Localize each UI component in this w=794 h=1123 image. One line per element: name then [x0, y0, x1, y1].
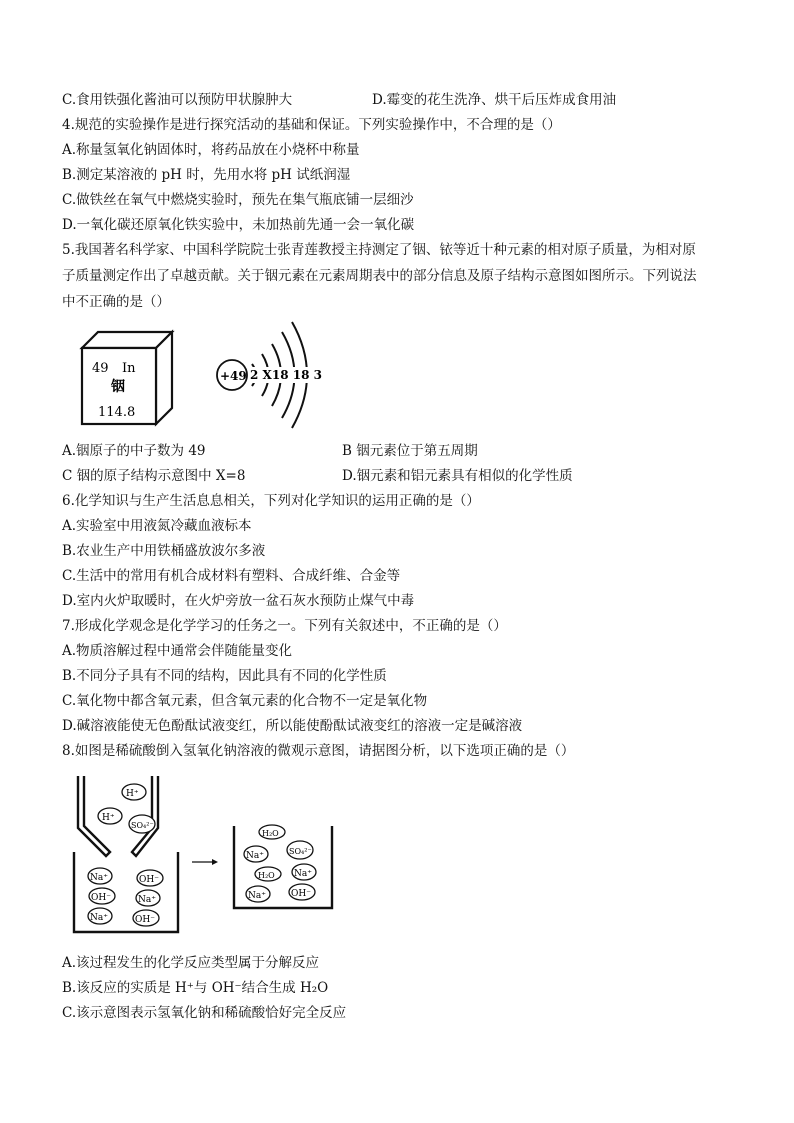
- svg-text:OH⁻: OH⁻: [135, 915, 155, 925]
- q4-option-d: D.一氧化碳还原氧化铁实验中，未加热前先通一会一氧化碳: [62, 217, 415, 233]
- svg-text:H⁺: H⁺: [126, 789, 139, 799]
- svg-text:SO₄²⁻: SO₄²⁻: [131, 821, 154, 830]
- q5-option-c: C 铟的原子结构示意图中 X=8: [62, 468, 246, 484]
- element-mass: 114.8: [98, 405, 136, 420]
- element-symbol: In: [122, 361, 136, 376]
- q8-option-a: A.该过程发生的化学反应类型属于分解反应: [62, 955, 320, 971]
- q5-option-a: A.铟原子的中子数为 49: [62, 443, 206, 459]
- ion-na-6: [246, 886, 270, 902]
- atom-structure-figure: [212, 312, 332, 432]
- arrow-icon: [192, 859, 218, 865]
- svg-text:Na⁺: Na⁺: [90, 873, 108, 883]
- q5-option-d: D.铟元素和铝元素具有相似的化学性质: [342, 468, 573, 484]
- q6-option-c: C.生活中的常用有机合成材料有塑料、合成纤维、合金等: [62, 568, 401, 584]
- reaction-micro-figure: [62, 770, 352, 938]
- q8-stem: 8.如图是稀硫酸倒入氢氧化钠溶液的微观示意图，请据图分析，以下选项正确的是（）: [62, 743, 575, 759]
- element-cell-figure: [62, 320, 182, 430]
- ion-na-4: [244, 846, 268, 862]
- ion-oh-3: [133, 910, 159, 926]
- q7-option-b: B.不同分子具有不同的结构，因此具有不同的化学性质: [62, 668, 387, 684]
- q3-option-c: C.食用铁强化酱油可以预防甲状腺肿大: [62, 92, 293, 108]
- q6-option-a: A.实验室中用液氮冷藏血液标本: [62, 518, 252, 534]
- ion-oh-1: [137, 870, 163, 886]
- svg-text:OH⁻: OH⁻: [139, 875, 159, 885]
- ion-na-3: [88, 908, 112, 924]
- element-name: 铟: [111, 379, 125, 395]
- ion-sulfate-2: [287, 841, 313, 859]
- molecule-h2o-1: [259, 825, 285, 839]
- q5-stem-line3: 中不正确的是（）: [62, 294, 170, 310]
- ion-h-plus-2: [98, 808, 122, 824]
- svg-text:H₂O: H₂O: [258, 871, 275, 880]
- ion-na-1: [88, 868, 112, 884]
- svg-text:Na⁺: Na⁺: [90, 913, 108, 923]
- q6-option-d: D.室内火炉取暖时，在火炉旁放一盆石灰水预防止煤气中毒: [62, 593, 415, 609]
- ion-na-2: [136, 890, 160, 906]
- ion-na-5: [292, 864, 316, 880]
- q7-option-a: A.物质溶解过程中通常会伴随能量变化: [62, 643, 293, 659]
- q4-option-c: C.做铁丝在氧气中燃烧实验时，预先在集气瓶底铺一层细沙: [62, 192, 414, 208]
- q4-stem: 4.规范的实验操作是进行探究活动的基础和保证。下列实验操作中，不合理的是（）: [62, 117, 561, 133]
- q3-option-d: D.霉变的花生洗净、烘干后压炸成食用油: [372, 92, 617, 108]
- q5-stem-line1: 5.我国著名科学家、中国科学院院士张青莲教授主持测定了铟、铱等近十种元素的相对原子质量，为相对原: [62, 242, 696, 258]
- q4-option-a: A.称量氢氧化钠固体时，将药品放在小烧杯中称量: [62, 142, 360, 158]
- q5-stem-line2: 子质量测定作出了卓越贡献。关于铟元素在元素周期表中的部分信息及原子结构示意图如图所示。下列说法: [62, 268, 697, 284]
- element-atomic-number: 49: [92, 361, 109, 376]
- q7-option-d: D.碱溶液能使无色酚酞试液变红，所以能使酚酞试液变红的溶液一定是碱溶液: [62, 718, 523, 734]
- svg-text:Na⁺: Na⁺: [294, 869, 312, 879]
- q8-option-b: B.该反应的实质是 H⁺与 OH⁻结合生成 H₂O: [62, 980, 329, 996]
- q6-stem: 6.化学知识与生产生活息息相关，下列对化学知识的运用正确的是（）: [62, 493, 480, 509]
- q6-option-b: B.农业生产中用铁桶盛放波尔多液: [62, 543, 266, 559]
- svg-text:Na⁺: Na⁺: [138, 895, 156, 905]
- ion-sulfate: [129, 815, 155, 833]
- ion-oh-2: [89, 888, 115, 904]
- q7-option-c: C.氧化物中都含氧元素，但含氧元素的化合物不一定是氧化物: [62, 693, 428, 709]
- shell-electron-counts: 2 X18 18 3: [250, 368, 322, 382]
- svg-text:H₂O: H₂O: [262, 829, 279, 838]
- molecule-h2o-2: [255, 867, 281, 881]
- svg-text:OH⁻: OH⁻: [291, 889, 311, 899]
- ion-oh-4: [289, 884, 315, 900]
- q5-option-b: B 铟元素位于第五周期: [342, 443, 478, 459]
- q7-stem: 7.形成化学观念是化学学习的任务之一。下列有关叙述中，不正确的是（）: [62, 618, 507, 634]
- svg-text:SO₄²⁻: SO₄²⁻: [289, 847, 312, 856]
- q4-option-b: B.测定某溶液的 pH 时，先用水将 pH 试纸润湿: [62, 167, 351, 183]
- svg-text:Na⁺: Na⁺: [246, 851, 264, 861]
- nucleus-charge: +49: [220, 369, 247, 383]
- svg-text:H⁺: H⁺: [102, 813, 115, 823]
- svg-text:OH⁻: OH⁻: [91, 893, 111, 903]
- ion-h-plus-1: [122, 784, 146, 800]
- q8-option-c: C.该示意图表示氢氧化钠和稀硫酸恰好完全反应: [62, 1005, 347, 1021]
- svg-text:Na⁺: Na⁺: [248, 891, 266, 901]
